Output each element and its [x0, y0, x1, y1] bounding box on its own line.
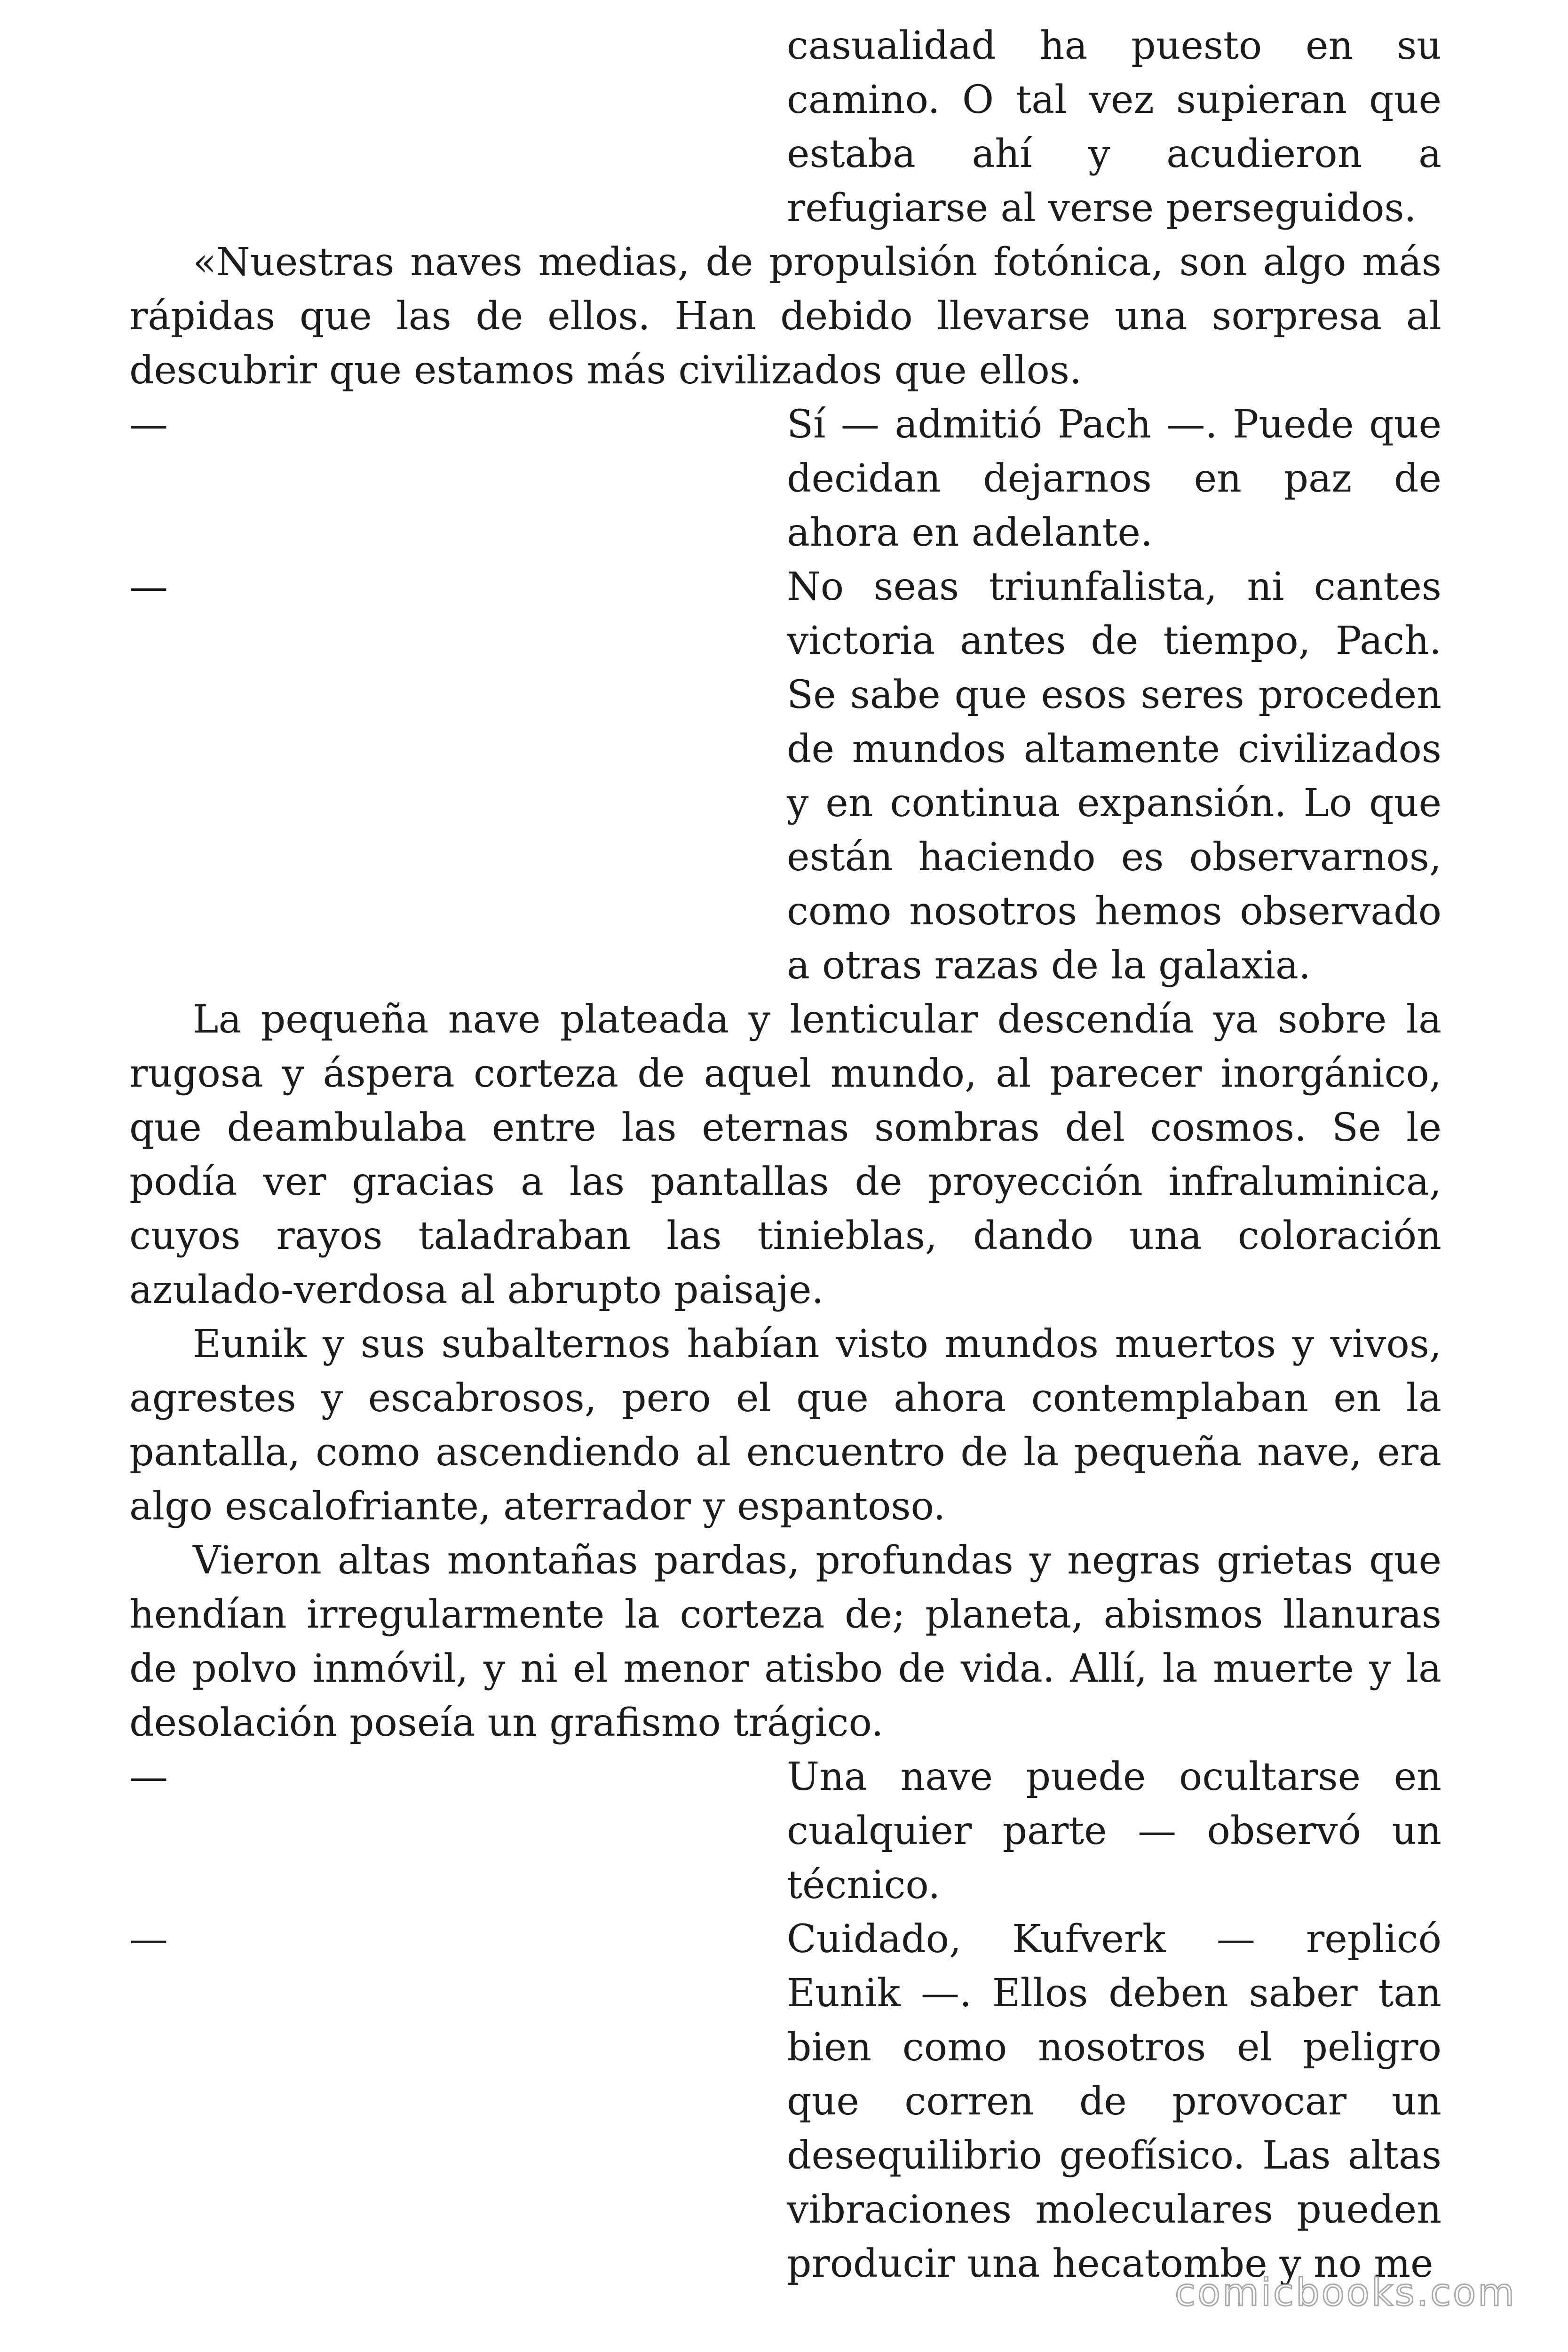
paragraph: La pequeña nave plateada y lenticular descendía ya sobre la rugosa y áspera corteza de aquel mundo, al parecer inorgánico, que deambulaba entre las eternas sombras del cosmos. Se le podía ver gracias a las pantallas de proyección infraluminica, cuyos rayos taladraban las tinieblas, dando una coloración azulado-verdosa al abrupto paisaje. — [129, 997, 1441, 1312]
dialog-dash: — — [129, 1917, 168, 1962]
dialog-text: Una nave puede ocultarse en cualquier parte — observó un técnico. — [787, 1755, 1441, 1907]
dialog-line — [129, 560, 1441, 993]
dialog-line — [129, 1750, 1441, 1912]
dialog-text: No seas triunfalista, ni cantes victoria antes de tiempo, Pach. Se sabe que esos seres proceden de mundos altamente civilizados y en continua expansión. Lo que están haciendo es observarnos, como nosotros hemos observado a otras razas de la galaxia. — [787, 564, 1441, 988]
dialog-dash: — — [129, 1755, 168, 1799]
paragraph: «Nuestras naves medias, de propulsión fotónica, son algo más rápidas que las de ellos. Han debido llevarse una sorpresa al descubrir que estamos más civilizados que ellos. — [129, 240, 1441, 393]
dialog-line — [129, 1912, 1441, 2291]
paragraph: Vieron altas montañas pardas, profundas y negras grietas que hendían irregularmente la corteza de; planeta, abismos llanuras de polvo inmóvil, y ni el menor atisbo de vida. Allí, la muerte y la desolación poseía un grafismo trágico. — [129, 1538, 1441, 1745]
dialog-dash: — — [129, 564, 168, 609]
watermark-logo: comicbooks.com — [1174, 2271, 1516, 2314]
dialog-text: Cuidado, Kufverk — replicó Eunik —. Ellos deben saber tan bien como nosotros el peligro que corren de provocar un desequilibrio geofísico. Las altas vibraciones moleculares pueden producir una hecatombe y no me — [787, 1917, 1441, 2286]
dialog-line — [129, 397, 1441, 560]
page-text — [129, 19, 1441, 2333]
dialog-line — [129, 19, 1441, 235]
dialog-text: casualidad ha puesto en su camino. O tal vez supieran que estaba ahí y acudieron a refugiarse al verse perseguidos. — [787, 24, 1441, 230]
paragraph: Eunik y sus subalternos habían visto mundos muertos y vivos, agrestes y escabrosos, pero el que ahora contemplaban en la pantalla, como ascendiendo al encuentro de la pequeña nave, era algo escalofriante, aterrador y espantoso. — [129, 1322, 1441, 1529]
dialog-dash: — — [129, 402, 168, 447]
dialog-text: Sí — admitió Pach —. Puede que decidan dejarnos en paz de ahora en adelante. — [787, 402, 1441, 555]
